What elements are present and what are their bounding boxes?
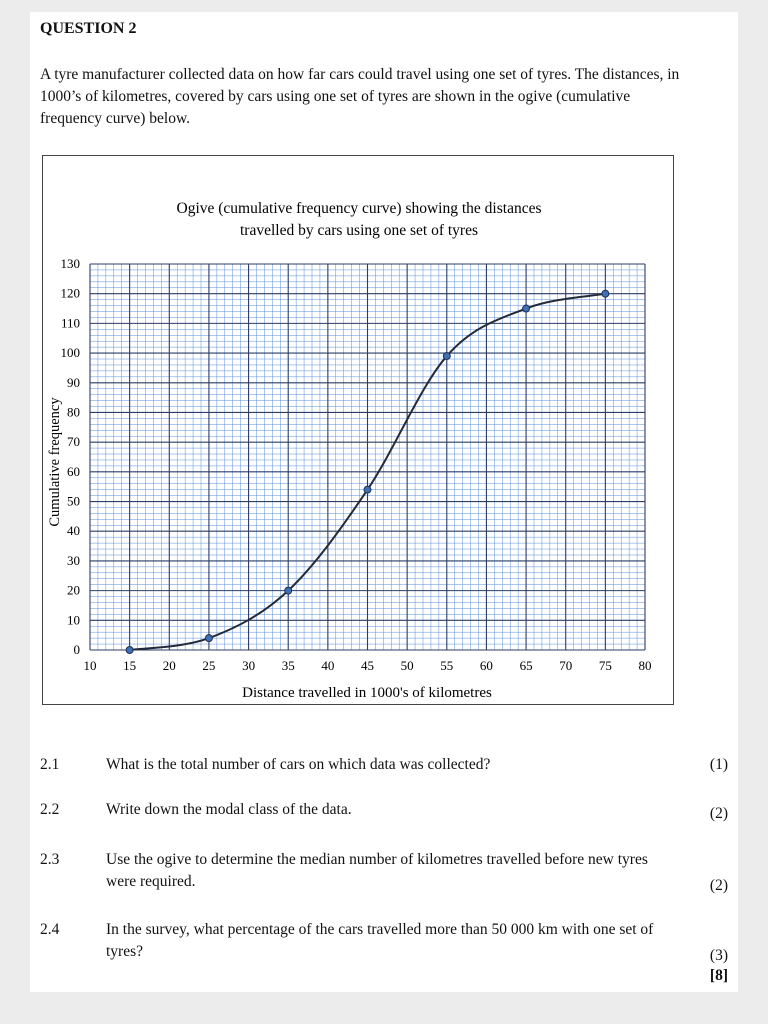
data-point — [443, 353, 450, 360]
y-tick-label: 10 — [67, 612, 80, 628]
x-axis-label: Distance travelled in 1000's of kilometres — [242, 685, 492, 701]
question-marks: (1) — [709, 756, 728, 773]
question-text: Write down the modal class of the data. — [106, 801, 352, 818]
data-point — [364, 486, 371, 493]
y-tick-label: 60 — [67, 463, 80, 479]
x-tick-label: 60 — [479, 658, 493, 673]
ogive-chart-frame — [42, 155, 674, 705]
question-marks: (2) — [709, 805, 728, 822]
x-tick-label: 50 — [400, 658, 414, 673]
question-number: 2.2 — [40, 801, 60, 818]
chart-title-line-1: Ogive (cumulative frequency curve) showing the distances — [176, 200, 542, 217]
x-tick-label: 20 — [162, 658, 176, 673]
data-point — [523, 305, 530, 312]
y-tick-label: 40 — [67, 523, 80, 539]
y-tick-label: 20 — [67, 582, 80, 598]
x-tick-label: 55 — [440, 658, 454, 673]
data-point — [602, 290, 609, 297]
y-tick-label: 100 — [60, 345, 80, 361]
y-tick-label: 70 — [67, 434, 80, 450]
question-number: 2.3 — [40, 851, 60, 868]
y-tick-label: 120 — [60, 285, 80, 301]
total-marks: [8] — [709, 967, 728, 984]
y-axis-label: Cumulative frequency — [47, 397, 63, 527]
data-point — [205, 635, 212, 642]
y-tick-label: 80 — [67, 404, 80, 420]
question-number: 2.1 — [40, 756, 60, 773]
question-intro: A tyre manufacturer collected data on how far cars could travel using one set of tyres. The distances, in 1000’s of kilometres, covered by cars using one set of tyres are shown in the ogive (cumulative frequency curve) below. — [40, 66, 680, 127]
y-tick-label: 30 — [67, 552, 80, 568]
data-point — [126, 647, 133, 654]
y-tick-label: 110 — [60, 315, 80, 331]
chart-grid — [90, 264, 645, 650]
question-marks: (3) — [709, 947, 728, 964]
x-tick-label: 65 — [519, 658, 533, 673]
y-tick-label: 0 — [73, 642, 80, 657]
x-tick-label: 80 — [638, 658, 652, 673]
x-tick-label: 10 — [83, 658, 97, 673]
x-tick-label: 35 — [281, 658, 295, 673]
chart-title-line-2: travelled by cars using one set of tyres — [239, 222, 479, 239]
x-tick-label: 25 — [202, 658, 216, 673]
question-text: What is the total number of cars on which data was collected? — [106, 756, 491, 773]
question-number: 2.4 — [40, 921, 60, 938]
x-tick-label: 75 — [598, 658, 612, 673]
chart-tick-labels — [61, 256, 652, 673]
x-tick-label: 15 — [123, 658, 137, 673]
question-sheet — [30, 12, 738, 992]
y-tick-label: 90 — [67, 374, 80, 390]
question-marks: (2) — [709, 877, 728, 894]
y-tick-label: 50 — [67, 493, 80, 509]
question-title: QUESTION 2 — [40, 20, 137, 37]
x-tick-label: 45 — [361, 658, 374, 673]
question-text: In the survey, what percentage of the cars travelled more than 50 000 km with one set of tyres? — [106, 921, 654, 960]
ogive-chart — [43, 156, 673, 704]
x-tick-label: 70 — [559, 658, 573, 673]
x-tick-label: 30 — [242, 658, 256, 673]
question-text: Use the ogive to determine the median number of kilometres travelled before new tyres were required. — [106, 851, 648, 890]
data-point — [285, 587, 292, 594]
y-tick-label: 130 — [60, 256, 80, 271]
x-tick-label: 40 — [321, 658, 335, 673]
